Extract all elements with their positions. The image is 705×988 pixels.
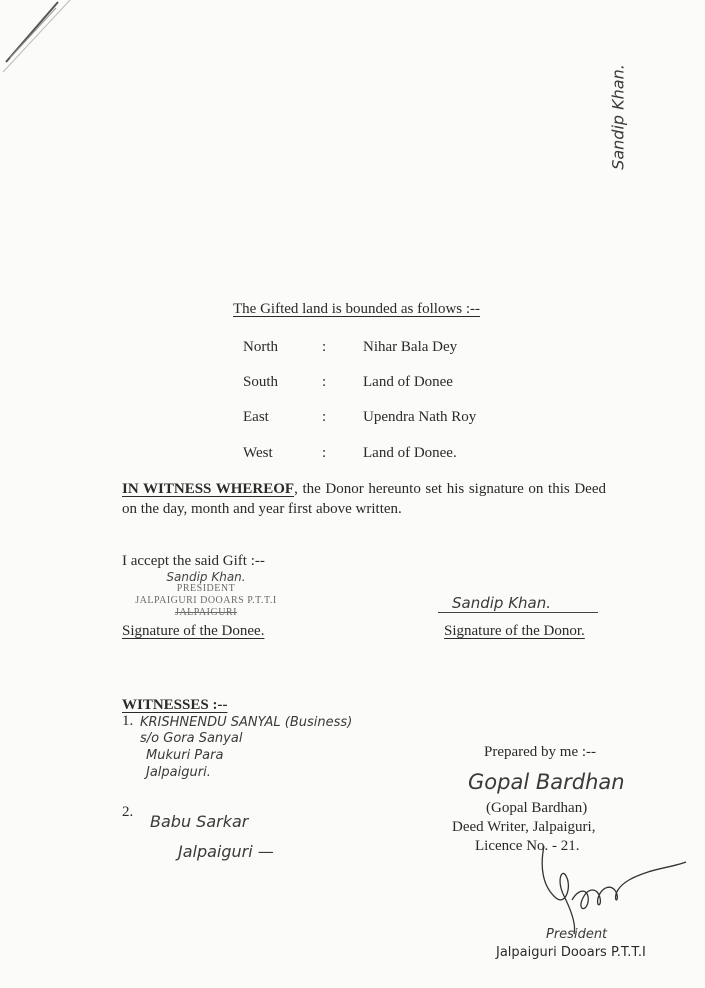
witness-2-line: Jalpaiguri — [178,842,274,861]
witness-number: 2. [122,804,134,820]
preparer-name: (Gopal Bardhan) [486,800,588,816]
president-scribble-signature [536,846,696,936]
donee-signature-label: Signature of the Donee. [122,623,265,639]
donor-signature-label: Signature of the Donor. [444,623,585,639]
witness-clause-bold: IN WITNESS WHEREOF [122,481,295,497]
witness-clause [122,479,606,519]
boundary-value: Land of Donee. [363,445,457,461]
boundaries-heading: The Gifted land is bounded as follows :-- [233,301,481,317]
witness-2-line: Babu Sarkar [150,812,249,831]
witness-number: 1. [122,713,134,729]
accept-gift-text: I accept the said Gift :-- [122,553,265,569]
boundary-colon: : [322,339,327,355]
boundary-direction: West [243,445,273,461]
boundary-row-east [243,409,603,431]
boundary-row-west [243,445,603,467]
stamp-title: PRESIDENT [176,583,236,594]
donor-signature: Sandip Khan. [452,594,552,612]
donee-stamp [126,571,286,619]
boundary-row-north [243,339,603,361]
witness-1-line: KRISHNENDU SANYAL (Business) [140,715,353,730]
boundary-colon: : [322,409,327,425]
preparer-signature: Gopal Bardhan [468,770,625,794]
boundary-colon: : [322,445,327,461]
boundary-value: Upendra Nath Roy [363,409,477,425]
donee-signature: Sandip Khan. [166,570,246,584]
witness-1-line: Jalpaiguri. [146,765,211,780]
preparer-title: Deed Writer, Jalpaiguri, [452,819,596,835]
witnesses-heading: WITNESSES :-- [122,697,228,713]
boundary-row-south [243,374,603,396]
boundary-value: Land of Donee [363,374,453,390]
boundary-direction: South [243,374,279,390]
witness-1-line: Mukuri Para [146,748,224,763]
witness-clause-text: , the Donor hereunto set his signature on this Deed on the day, month and year first above written. [122,481,606,517]
margin-signature: Sandip Khan. [608,64,628,170]
prepared-by-label: Prepared by me :-- [484,744,597,760]
stamp-org: JALPAIGURI DOOARS P.T.T.I [135,595,277,606]
preparer-licence: Licence No. - 21. [475,838,580,854]
president-stamp-title: President [546,927,608,942]
donor-signature-line [438,612,598,613]
witness-1-line: s/o Gora Sanyal [140,731,243,746]
boundary-direction: North [243,339,278,355]
boundary-direction: East [243,409,269,425]
stamp-place: JALPAIGURI [175,607,237,618]
president-stamp-org: Jalpaiguri Dooars P.T.T.I [496,945,646,960]
boundary-colon: : [322,374,327,390]
corner-fold-mark [0,0,90,90]
boundary-value: Nihar Bala Dey [363,339,458,355]
